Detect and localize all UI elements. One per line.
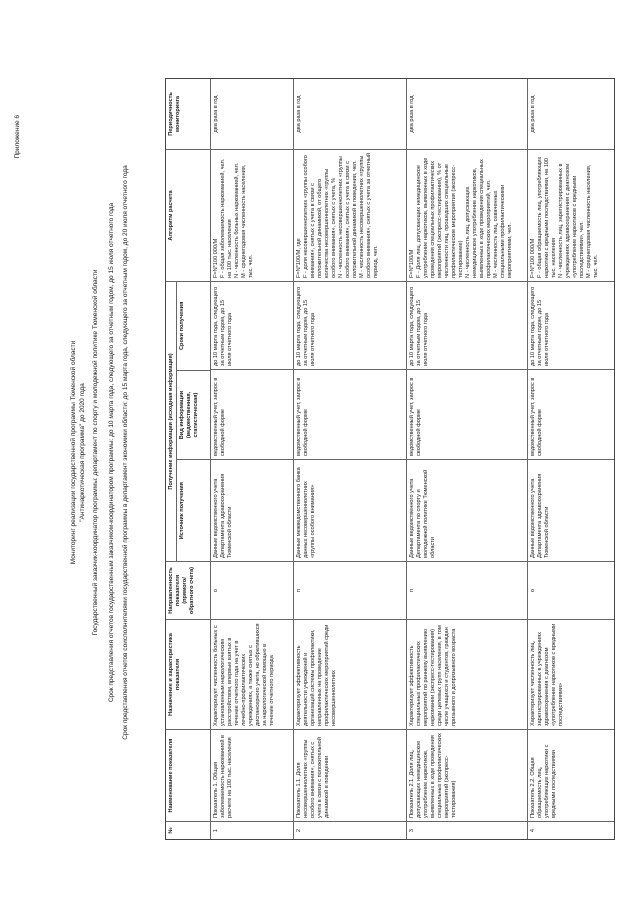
row-algorithm: F=N*100/M F - Доля лиц, допускающих немедицинское употребление наркотиков, выявленных в ходе проведения специальных профилактических мероприятий (экспресс-тестирования), % от численности лиц, прошедших специальные профилактические мероприятия (экспресс-тестирование) N - численность лиц, допускающих немедицинское употребление наркотиков, выявленных в ходе проведения специальных профилактических мероприятий, чел. M - численность лиц, охваченных специальными профилактическими мероприятиями, чел. xyxy=(407,149,527,281)
row-num: 2 xyxy=(294,821,406,839)
row-kind: ведомственный учет, запрос в свободной форме xyxy=(211,369,293,459)
header-info-subcolumns xyxy=(177,282,210,561)
row-source: Данные ведомственного учета Департамента здравоохранения Тюменской области xyxy=(211,459,293,561)
row-source: Данные ведомственного учета Департамента здравоохранения Тюменской области xyxy=(528,459,614,561)
row-num: 1 xyxy=(211,821,293,839)
row-name: Показатель 1.1. Доля несовершеннолетних «группы особого внимания», снятых с учета в связи с положительной динамикой в поведении xyxy=(294,729,406,821)
row-periodicity: два раза в год xyxy=(296,95,302,133)
row-periodicity: два раза в год xyxy=(213,95,219,133)
row-term: до 10 марта года, следующего за отчетным годом, до 15 июля отчетного года xyxy=(211,281,293,369)
row-direction: п xyxy=(294,561,406,619)
row-direction: п xyxy=(407,561,527,619)
table-row xyxy=(211,79,294,839)
title-line-3: Государственный заказчик-координатор программы: департамент по спорту и молодежной политике Тюменской области xyxy=(92,269,99,636)
table-header-row xyxy=(166,79,211,839)
table-row xyxy=(528,79,614,839)
row-term: до 10 марта года, следующего за отчетным годом, до 15 июля отчетного года xyxy=(407,281,527,369)
row-term: до 10 марта года, следующего за отчетным годом, до 15 июля отчетного года xyxy=(528,281,614,369)
row-source: Данные ведомственного учета Департамента по спорту и молодежной политике Тюменской области xyxy=(407,459,527,561)
row-name: Показатель 2.2. Общая обращаемость лиц, употребляющих наркотики с вредными последствиями xyxy=(528,729,614,821)
title-line-4: Срок представления отчетов государственным заказчиком-координатором программы: до 10 марта года, следующего за отчетным годом, до 15 июля отчетного года xyxy=(108,202,115,703)
table-row xyxy=(407,79,528,839)
row-kind: ведомственный учет, запрос в свободной форме xyxy=(528,369,614,459)
row-kind: ведомственный учет, запрос в свободной форме xyxy=(407,369,527,459)
row-purpose: Характеризует численность лиц, зарегистрированных в учреждениях здравоохранения с диагнозом «употребление наркотиков с вредными последствиями» xyxy=(528,619,614,729)
header-algorithm: Алгоритм расчета xyxy=(166,149,210,281)
row-name: Показатель 1. Общая заболеваемость наркоманией в расчете на 100 тыс. населения xyxy=(211,729,293,821)
appendix-label: Приложение 6 xyxy=(14,115,21,159)
title-line-1: Мониторинг реализации государственной программы Тюменской области xyxy=(70,340,77,565)
header-info-group xyxy=(166,281,210,561)
row-num: 4 xyxy=(528,821,614,839)
title-line-2: "Антинаркотическая программа" до 2020 года xyxy=(79,383,86,522)
row-purpose: Характеризует эффективность деятельности учреждений и организаций системы профилактики, направленных на проведение профилактических мероприятий среди несовершеннолетних xyxy=(294,619,406,729)
title-line-5: Срок представления отчетов соисполнителями государственной программы в департамент экономики области: до 15 марта года, следующего за отчетным годом, до 20 июля отчетного года xyxy=(122,165,129,740)
row-algorithm: F=N*100/M, где F - доля несовершеннолетних «группы особого внимания», снятых с учета в связи с положительной динамикой, от общего количества несовершеннолетних «группы особого внимания», снятых с учета, % N - численность несовершеннолетних «группы особого внимания», снятых с учета в связи с положительной динамикой в поведении, чел. M - численность несовершеннолетних «группы особого внимания», снятых с учета за отчетный период, чел. xyxy=(294,149,406,281)
row-kind: ведомственный учет, запрос в свободной форме xyxy=(294,369,406,459)
header-direction: Направленность показателя (прямого/обратного счета) xyxy=(166,561,210,619)
row-source: Данные межведомственного банка данных несовершеннолетних «группы особого внимания» xyxy=(294,459,406,561)
header-term: Сроки получения xyxy=(179,301,185,351)
row-direction: о xyxy=(528,561,614,619)
row-algorithm: F=N*100 000/M F - общая заболеваемость наркоманией, чел. на 100 тыс. населения N - численность больных наркоманией, чел. M - среднегодовая численность населения, тыс. чел. xyxy=(211,149,293,281)
header-purpose: Назначение и характеристика показателя xyxy=(166,619,210,729)
row-term: до 10 марта года, следующего за отчетным годом, до 15 июля отчетного года xyxy=(294,281,406,369)
row-periodicity: два раза в год xyxy=(409,95,415,133)
row-purpose: Характеризует численность больных с установленным наркологическим расстройством, впервые взятых в течение отчетного года на учет в лечебно-профилактических учреждениях, а также снятых с диспансерного учета, но обратившихся за наркологической помощью в течение отчетного периода xyxy=(211,619,293,729)
row-purpose: Характеризует эффективность специальных профилактических мероприятий по раннему выявлению наркомании (экспресс-тестирования) среди целевых групп населения, в том числе учащихся и студентов, граждан призывного и допризывного возраста xyxy=(407,619,527,729)
header-periodicity: Периодичность мониторинга xyxy=(168,92,181,136)
header-source: Источник получения xyxy=(177,459,210,561)
row-algorithm: F=N*100 000/M F - общая обращаемость лиц, употребляющих наркотики с вредными последствиями, на 100 тыс. населения N - численность лиц, зарегистрированных в учреждениях здравоохранения с диагнозом «употребление наркотиков с вредными последствиями», чел. M - среднегодовая численность населения, тыс. чел. xyxy=(528,149,614,281)
monitoring-table xyxy=(165,78,615,840)
header-name: Наименование показателя xyxy=(166,729,210,821)
row-name: Показатель 2.1. Доля лиц, допускающих немедицинское употребление наркотиков, выявленных в ходе проведения специальных профилактических мероприятий (экспресс-тестирования) xyxy=(407,729,527,821)
header-info-group-title: Получение информации (исходная информация) xyxy=(166,282,177,561)
row-periodicity: два раза в год xyxy=(530,95,536,133)
header-kind: Вид информации (ведомственная, статистическая) xyxy=(177,370,210,460)
row-direction: о xyxy=(211,561,293,619)
row-num: 3 xyxy=(407,821,527,839)
table-row xyxy=(294,79,407,839)
header-num: № xyxy=(166,821,210,839)
